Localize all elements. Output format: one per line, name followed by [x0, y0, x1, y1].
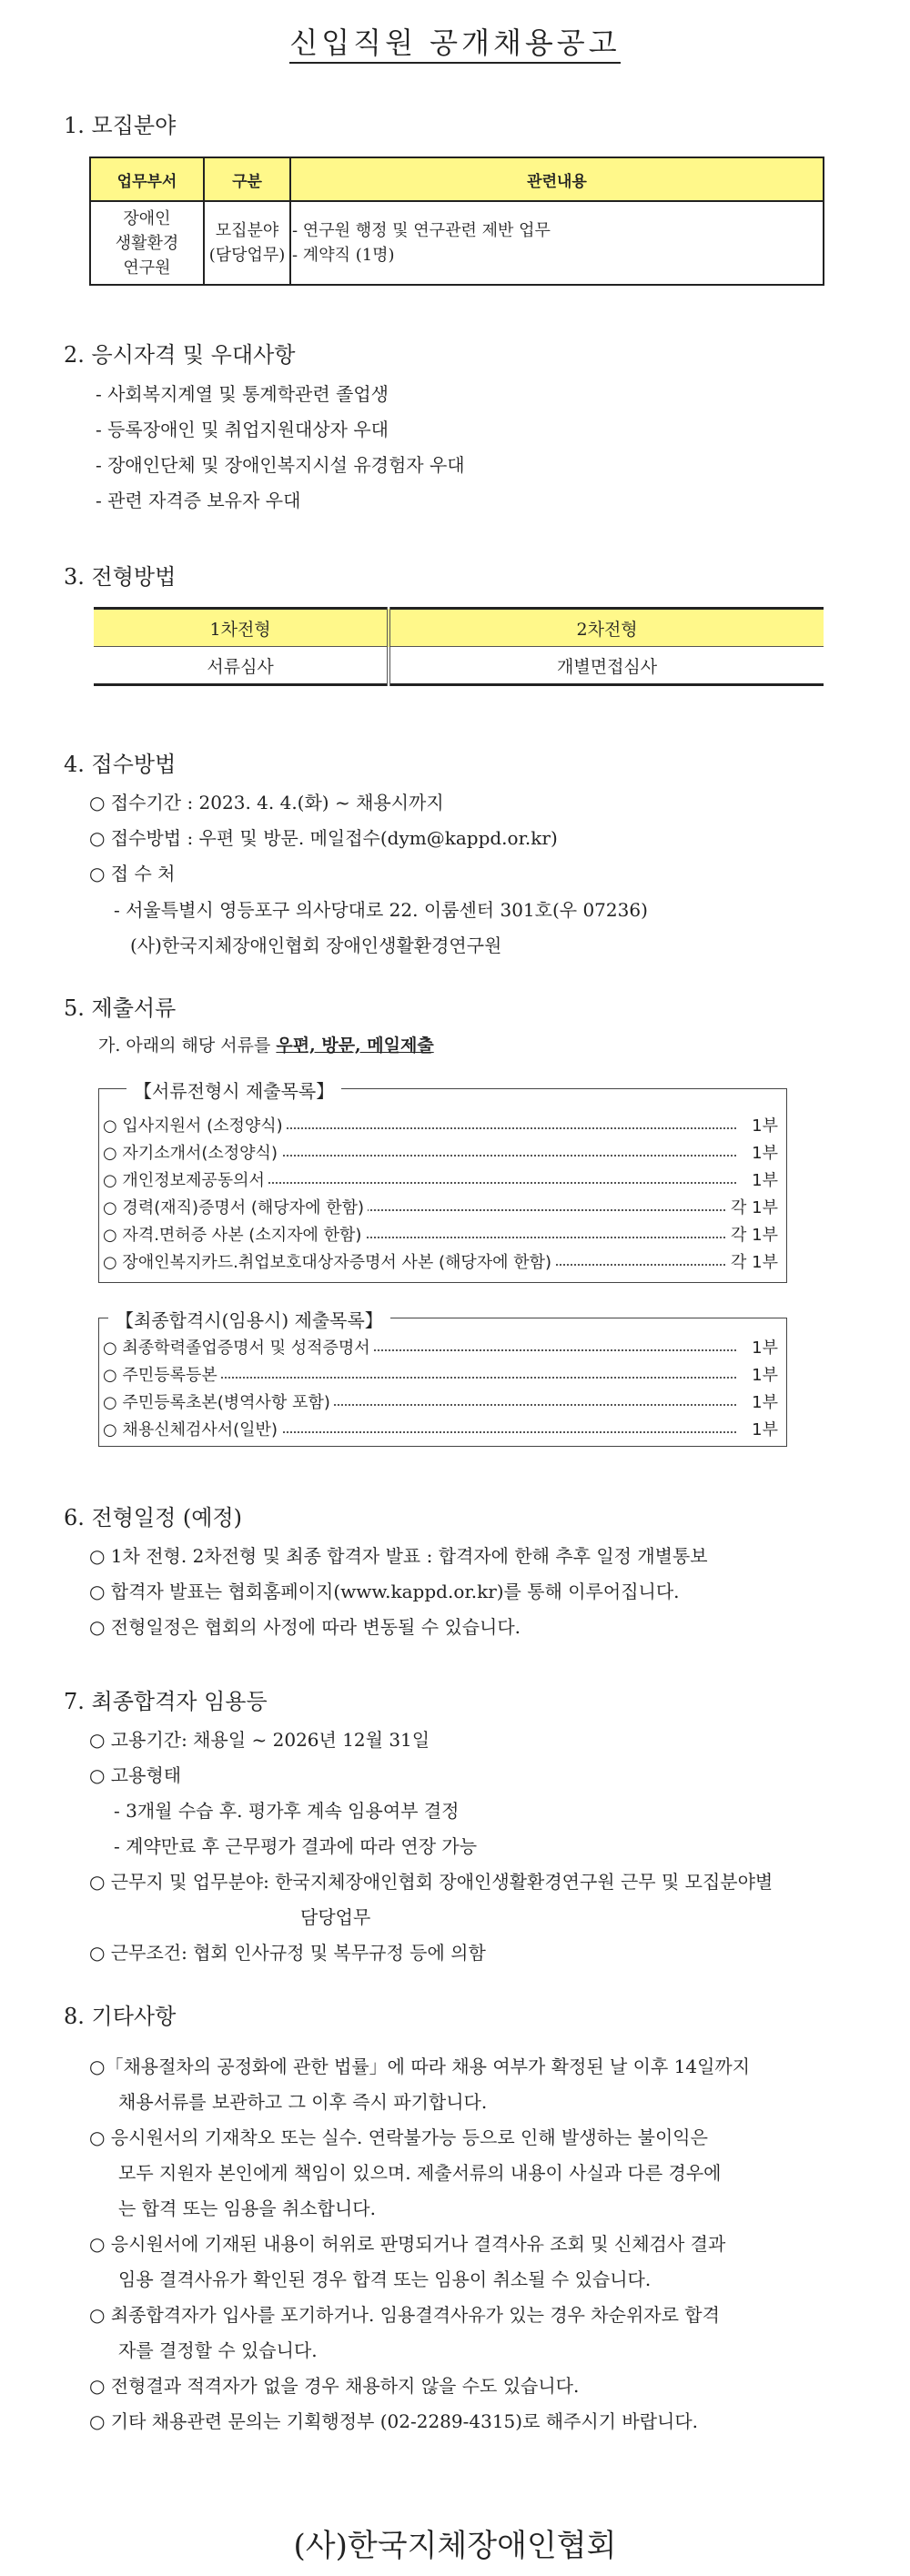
- application-organization: (사)한국지체장애인협회 장애인생활환경연구원: [130, 934, 502, 956]
- table-header-dept: 업무부서: [90, 157, 204, 201]
- qualification-item: - 장애인단체 및 장애인복지시설 유경험자 우대: [96, 454, 465, 476]
- appointment-form-item: - 계약만료 후 근무평가 결과에 따라 연장 가능: [114, 1835, 478, 1857]
- page-title: 신입직원 공개채용공고: [0, 20, 910, 62]
- document-list-box-final: 【최종합격시(임용시) 제출목록】 ○ 최종학력졸업증명서 및 성적증명서 1부 ○ 주민등록등본 1부 ○ 주민등록초본(병역사항 포함) 1부 ○ 채용신체검사서(일반) 1부: [98, 1318, 787, 1447]
- schedule-item: ○ 전형일정은 협회의 사정에 따라 변동될 수 있습니다.: [89, 1616, 521, 1638]
- documents-intro: 가. 아래의 해당 서류를 우편, 방문, 메일제출: [98, 1035, 434, 1056]
- qualification-item: - 등록장애인 및 취업지원대상자 우대: [96, 419, 389, 440]
- qualification-item: - 관련 자격증 보유자 우대: [96, 490, 301, 511]
- document-list-box-screening: 【서류전형시 제출목록】 ○ 입사지원서 (소정양식) 1부 ○ 자기소개서(소정양식) 1부 ○ 개인정보제공동의서 1부 ○ 경력(재직)증명서 (해당자에 한함) 각 1부 ○ 자격.면허증 사본 (소지자에 한함) 각 1부 ○ 장애인복지카드.취업보호대상자증명서 사본 (해당자에 한함) 각 1부: [98, 1088, 787, 1283]
- selection-head-2: 2차전형: [389, 609, 824, 647]
- misc-item: ○ 응시원서에 기재된 내용이 허위로 판명되거나 결격사유 조회 및 신체검사 결과 임용 결격사유가 확인된 경우 합격 또는 임용이 취소될 수 있습니다.: [89, 2233, 726, 2290]
- section-misc-heading: 8. 기타사항: [64, 2004, 177, 2029]
- section-appointment-heading: 7. 최종합격자 임용등: [64, 1689, 268, 1714]
- selection-body-1: 서류심사: [94, 647, 389, 685]
- recruit-field-table: [89, 157, 824, 286]
- table-cell-dept: 장애인 생활환경 연구원: [90, 201, 204, 285]
- misc-item: ○ 응시원서의 기재착오 또는 실수. 연락불가능 등으로 인해 발생하는 불이익은 모두 지원자 본인에게 책임이 있으며. 제출서류의 내용이 사실과 다른 경우에 는 합격 또는 임용을 취소합니다.: [89, 2126, 722, 2219]
- appointment-conditions: ○ 근무조건: 협회 인사규정 및 복무규정 등에 의함: [89, 1942, 486, 1964]
- misc-list: [89, 2049, 826, 2440]
- document-list-box-title: 【서류전형시 제출목록】: [126, 1076, 341, 1103]
- appointment-form: ○ 고용형태: [89, 1764, 182, 1786]
- appointment-workplace-cont: 담당업무: [300, 1906, 371, 1928]
- qualification-item: - 사회복지계열 및 통계학관련 졸업생: [96, 383, 389, 405]
- table-cell-type: 모집분야 (담당업무): [204, 201, 290, 285]
- section-schedule-heading: 6. 전형일정 (예정): [64, 1505, 242, 1530]
- section-selection-heading: 3. 전형방법: [64, 564, 177, 590]
- misc-item: ○ 기타 채용관련 문의는 기획행정부 (02-2289-4315)로 해주시기 바랍니다.: [89, 2410, 699, 2432]
- application-item: ○ 접수방법 : 우편 및 방문. 메일접수(dym@kappd.or.kr): [89, 827, 558, 849]
- misc-item: ○ 최종합격자가 입사를 포기하거나. 임용결격사유가 있는 경우 차순위자로 합격 자를 결정할 수 있습니다.: [89, 2304, 720, 2361]
- misc-item: ○「채용절차의 공정화에 관한 법률」에 따라 채용 여부가 확정된 날 이후 14일까지 채용서류를 보관하고 그 이후 즉시 파기합니다.: [89, 2056, 751, 2113]
- section-qualification-heading: 2. 응시자격 및 우대사항: [64, 342, 296, 368]
- schedule-item: ○ 1차 전형. 2차전형 및 최종 합격자 발표 : 합격자에 한해 추후 일정 개별통보: [89, 1545, 708, 1567]
- table-header-type: 구분: [204, 157, 290, 201]
- selection-table: [94, 607, 824, 686]
- section-application-heading: 4. 접수방법: [64, 752, 177, 777]
- misc-item: ○ 전형결과 적격자가 없을 경우 채용하지 않을 수도 있습니다.: [89, 2375, 580, 2397]
- selection-body-2: 개별면접심사: [389, 647, 824, 685]
- table-header-details: 관련내용: [290, 157, 824, 201]
- selection-head-1: 1차전형: [94, 609, 389, 647]
- appointment-period: ○ 고용기간: 채용일 ~ 2026년 12월 31일: [89, 1729, 430, 1751]
- appointment-workplace: ○ 근무지 및 업무분야: 한국지체장애인협회 장애인생활환경연구원 근무 및 모집분야별: [89, 1871, 774, 1893]
- section-recruit-field-heading: 1. 모집분야: [64, 113, 177, 138]
- issuer-name: (사)한국지체장애인협회: [293, 2528, 617, 2564]
- table-cell-details: - 연구원 행정 및 연구관련 제반 업무 - 계약직 (1명): [290, 201, 824, 285]
- section-documents-heading: 5. 제출서류: [64, 995, 177, 1021]
- application-item: ○ 접 수 처: [89, 863, 176, 884]
- schedule-item: ○ 합격자 발표는 협회홈페이지(www.kappd.or.kr)를 통해 이루어집니다.: [89, 1581, 680, 1602]
- document-list-box-title: 【최종합격시(임용시) 제출목록】: [108, 1306, 390, 1332]
- application-address: - 서울특별시 영등포구 의사당대로 22. 이룸센터 301호(우 07236): [114, 899, 648, 921]
- application-item: ○ 접수기간 : 2023. 4. 4.(화) ~ 채용시까지: [89, 792, 444, 813]
- appointment-form-item: - 3개월 수습 후. 평가후 계속 임용여부 결정: [114, 1800, 460, 1822]
